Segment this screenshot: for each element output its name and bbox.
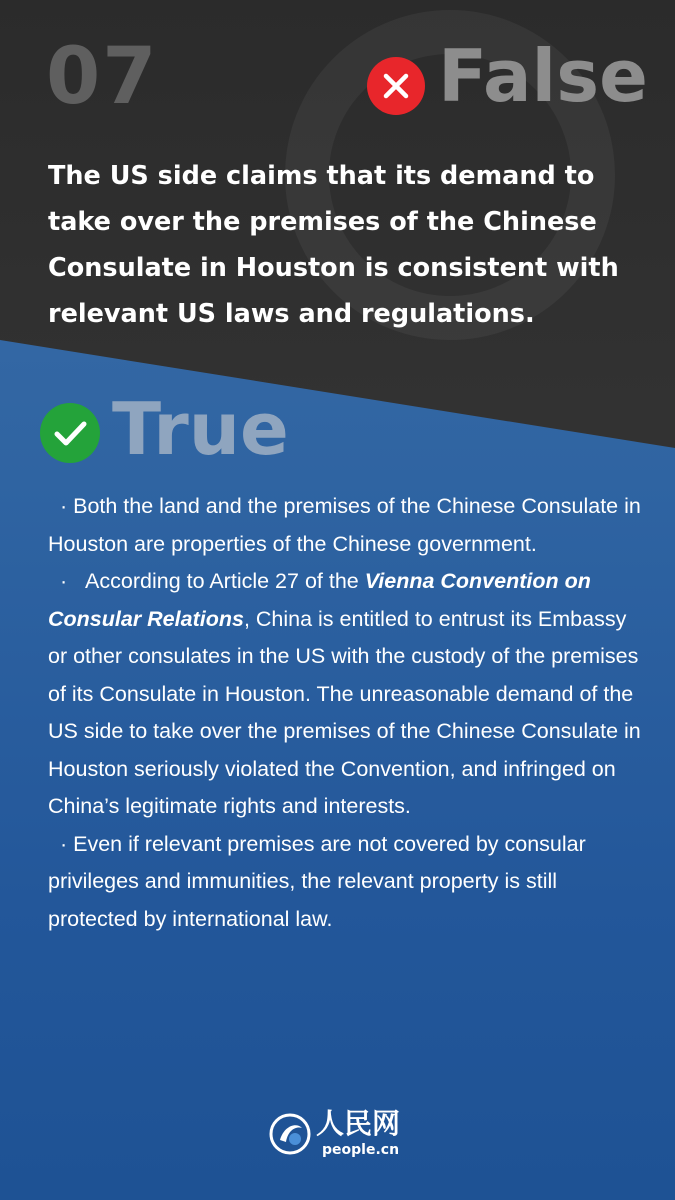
footer-site-url: people.cn xyxy=(322,1142,400,1158)
fact-point-text: Even if relevant premises are not covered by consular privileges and immunities, the relevant property is still protected by international law. xyxy=(48,831,586,931)
fact-point-3 xyxy=(48,826,648,939)
bullet: · xyxy=(59,569,68,593)
fact-point-text: , China is entitled to entrust its Embassy or other consulates in the US with the custody of the premises of its Consulate in Houston. The unreasonable demand of the US side to take over the premises of the Chinese Consulate in Houston seriously violated the Convention, and infringed on China’s legitimate rights and interests. xyxy=(48,606,641,818)
fact-point-text: Both the land and the premises of the Chinese Consulate in Houston are properties of the Chinese government. xyxy=(48,494,641,556)
red-x-circle-icon xyxy=(367,57,425,115)
fact-point-1 xyxy=(48,488,648,563)
fact-point-text: According to Article 27 of the xyxy=(85,569,365,593)
people-daily-logo-icon xyxy=(268,1112,312,1156)
footer-logo-text: 人民网 xyxy=(316,1107,401,1140)
green-checkmark-circle-icon xyxy=(40,403,100,463)
fact-point-2 xyxy=(48,563,648,826)
bullet: · xyxy=(59,831,68,856)
true-label: True xyxy=(112,387,289,471)
fact-points xyxy=(48,488,648,938)
false-label: False xyxy=(438,34,648,118)
false-claim-text: The US side claims that its demand to take over the premises of the Chinese Consulate in Houston is consistent with relevant US laws and regulations. xyxy=(48,161,619,329)
bullet: · xyxy=(59,494,68,518)
convention-title: Vienna Convention on Consular Relations xyxy=(48,569,591,631)
item-number: 07 xyxy=(46,32,159,122)
